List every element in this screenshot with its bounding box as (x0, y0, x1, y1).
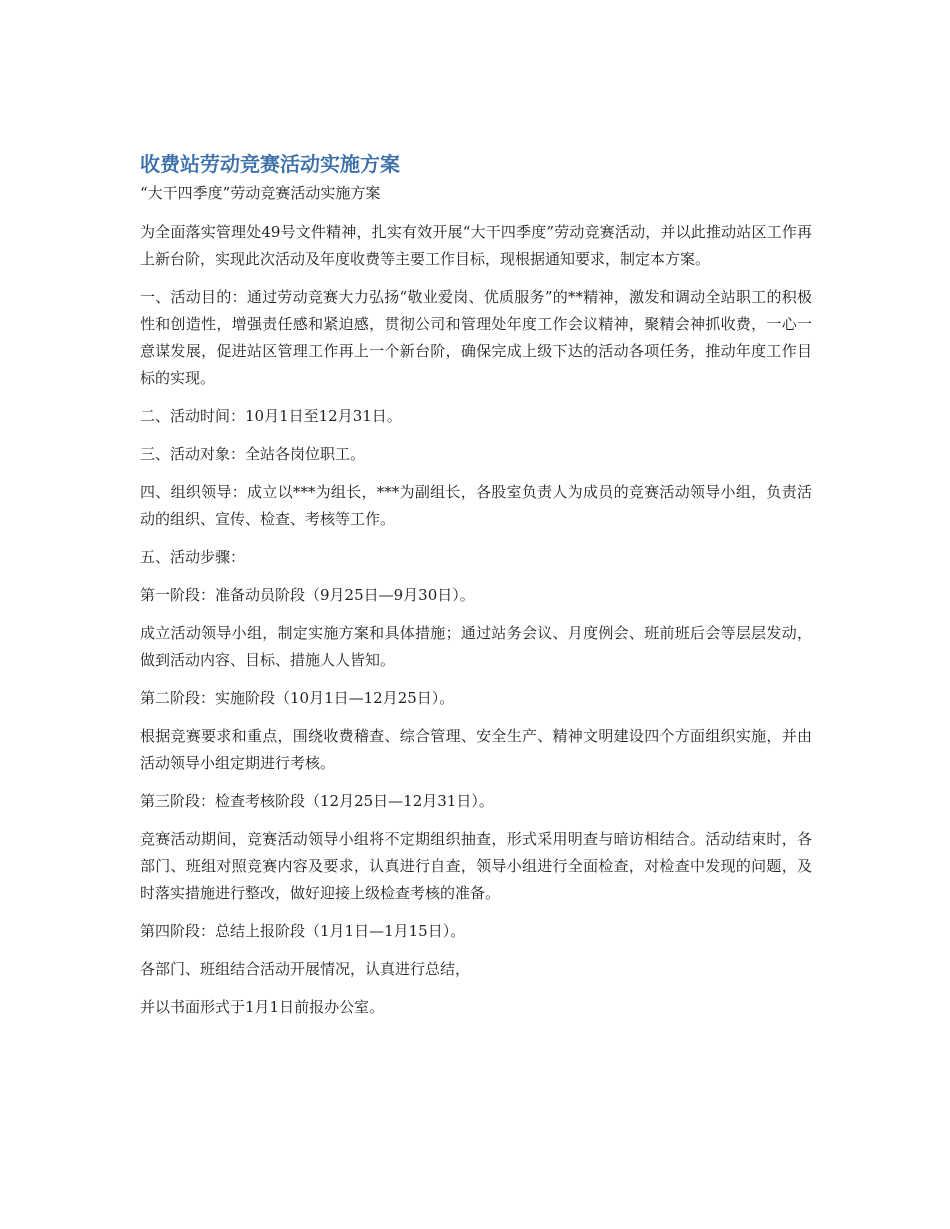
paragraph-stage-2-detail: 根据竞赛要求和重点，围绕收费稽查、综合管理、安全生产、精神文明建设四个方面组织实施，并由活动领导小组定期进行考核。 (140, 727, 812, 772)
paragraph-stage-1: 第一阶段：准备动员阶段（9月25日—9月30日）。 (140, 586, 475, 604)
paragraph-leadership: 四、组织领导：成立以***为组长，***为副组长，各股室负责人为成员的竞赛活动领导小组，负责活动的组织、宣传、检查、考核等工作。 (140, 483, 812, 528)
paragraph-intro: 为全面落实管理处49号文件精神，扎实有效开展“大干四季度”劳动竞赛活动，并以此推动站区工作再上新台阶，实现此次活动及年度收费等主要工作目标，现根据通知要求，制定本方案。 (140, 223, 812, 268)
paragraph-target: 三、活动对象：全站各岗位职工。 (140, 445, 366, 463)
document-title: 收费站劳动竞赛活动实施方案 (140, 152, 400, 176)
paragraph-stage-1-detail: 成立活动领导小组，制定实施方案和具体措施；通过站务会议、月度例会、班前班后会等层层发动，做到活动内容、目标、措施人人皆知。 (140, 624, 812, 669)
document-subtitle: “大干四季度”劳动竞赛活动实施方案 (140, 184, 381, 202)
paragraph-stage-4-detail: 各部门、班组结合活动开展情况，认真进行总结， (140, 960, 471, 978)
paragraph-purpose: 一、活动目的：通过劳动竞赛大力弘扬“敬业爱岗、优质服务”的**精神，激发和调动全站职工的积极性和创造性，增强责任感和紧迫感，贯彻公司和管理处年度工作会议精神，聚精会神抓收费，一心一意谋发展，促进站区管理工作再上一个新台阶，确保完成上级下达的活动各项任务，推动年度工作目标的实现。 (140, 288, 812, 387)
paragraph-stage-2: 第二阶段：实施阶段（10月1日—12月25日）。 (140, 689, 455, 707)
paragraph-steps-heading: 五、活动步骤： (140, 548, 246, 566)
paragraph-stage-4: 第四阶段：总结上报阶段（1月1日—1月15日）。 (140, 922, 466, 940)
paragraph-stage-3: 第三阶段：检查考核阶段（12月25日—12月31日）。 (140, 792, 494, 810)
paragraph-stage-3-detail: 竞赛活动期间，竞赛活动领导小组将不定期组织抽查，形式采用明查与暗访相结合。活动结束时，各部门、班组对照竞赛内容及要求，认真进行自查，领导小组进行全面检查，对检查中发现的问题，及时落实措施进行整改，做好迎接上级检查考核的准备。 (140, 830, 812, 902)
paragraph-time: 二、活动时间：10月1日至12月31日。 (140, 407, 402, 425)
document-page (140, 149, 812, 1021)
paragraph-closing: 并以书面形式于1月1日前报办公室。 (140, 998, 385, 1016)
